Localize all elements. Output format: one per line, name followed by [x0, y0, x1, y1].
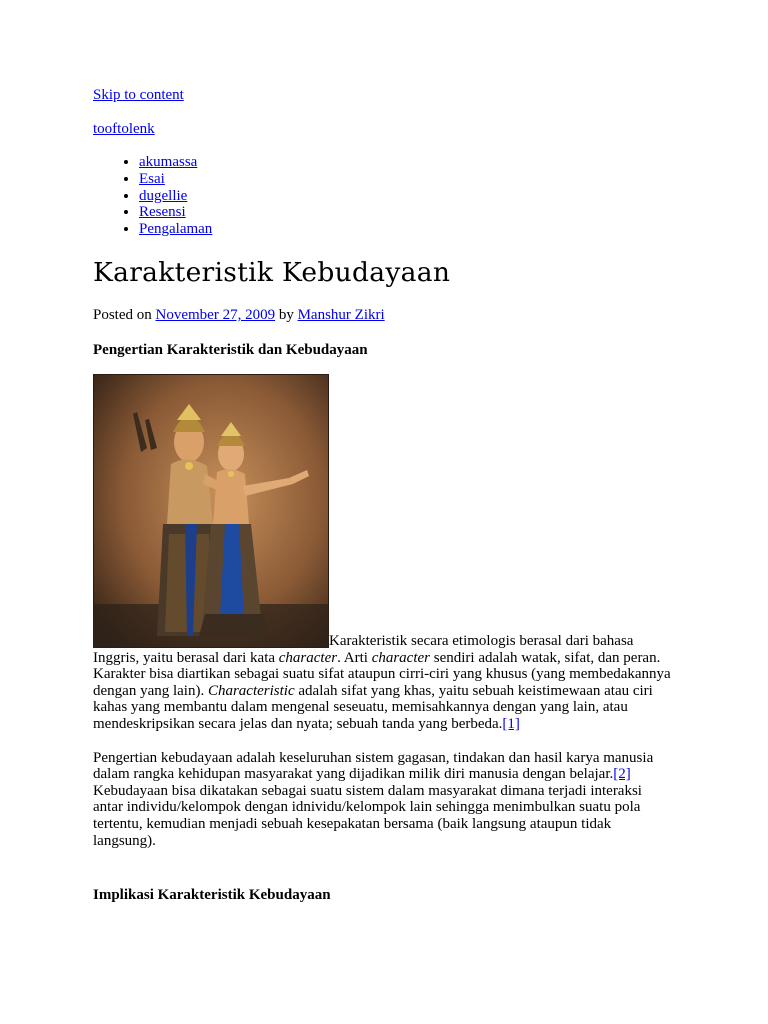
nav-link-pengalaman[interactable]: Pengalaman	[139, 221, 213, 238]
emphasis-characteristic: Characteristic	[207, 682, 295, 699]
by-label: by	[278, 307, 294, 323]
nav-link-resensi[interactable]: Resensi	[139, 204, 186, 221]
post-content	[93, 374, 673, 866]
emphasis-character: character	[278, 649, 338, 666]
nav-item	[139, 221, 212, 238]
post-date-link[interactable]: November 27, 2009	[155, 307, 276, 323]
section-heading-pengertian: Pengertian Karakteristik dan Kebudayaan	[93, 342, 368, 358]
nav-link-esai[interactable]: Esai	[139, 170, 165, 187]
skip-to-content-link[interactable]: Skip to content	[93, 87, 184, 103]
text-span: sendiri adalah watak, sifat, dan peran. Karakter bisa diartikan sebagai suatu sifat ataupun cirri-ciri yang khusus (yang membedakannya dengan yang lain).	[93, 649, 671, 699]
nav-link-akumassa[interactable]: akumassa	[139, 154, 198, 170]
section-heading-implikasi: Implikasi Karakteristik Kebudayaan	[93, 887, 331, 903]
text-span: adalah sifat yang khas, yaitu sebuah keistimewaan atau ciri kahas yang membantu dalam mengenal seseuatu, memisahkannya dengan yang lain, atau mendeskripsikan secara jelas dan nyata; sebuah tanda yang berbeda.	[93, 682, 653, 732]
footnote-link-2[interactable]: [2]	[613, 766, 631, 783]
footnote-link-1[interactable]: [1]	[502, 715, 520, 732]
text-span: Pengertian kebudayaan adalah keseluruhan sistem gagasan, tindakan dan hasil karya manusia dalam rangka kehidupan masyarakat yang dijadikan milik diri manusia dengan belajar.	[93, 749, 654, 783]
nav-item	[139, 171, 212, 188]
nav-item	[139, 154, 212, 171]
text-span: Karakteristik secara etimologis berasal dari bahasa Inggris, yaitu berasal dari kata	[93, 633, 634, 666]
text-span: . Arti	[337, 649, 372, 666]
main-nav	[93, 154, 212, 238]
post-meta	[93, 306, 385, 324]
site-title-link[interactable]: tooftolenk	[93, 121, 155, 137]
paragraph-kebudayaan	[93, 750, 673, 850]
post-title: Karakteristik Kebudayaan	[93, 257, 451, 288]
posted-on-label: Posted on	[93, 307, 152, 323]
paragraph-karakteristik	[93, 374, 673, 733]
nav-item	[139, 188, 212, 205]
author-link[interactable]: Manshur Zikri	[297, 307, 385, 323]
emphasis-character: character	[371, 649, 431, 666]
nav-item	[139, 204, 212, 221]
wayang-dancers-image	[93, 374, 329, 648]
nav-link-dugellie[interactable]: dugellie	[139, 187, 188, 204]
text-span: Kebudayaan bisa dikatakan sebagai suatu sistem dalam masyarakat dimana terjadi interaksi antar individu/kelompok dengan idnividu/kelompok lain sehingga menimbulkan suatu pola tertentu, kemudian menjadi sebuah kesepakatan bersama (baik langsung ataupun tidak langsung).	[93, 782, 642, 849]
